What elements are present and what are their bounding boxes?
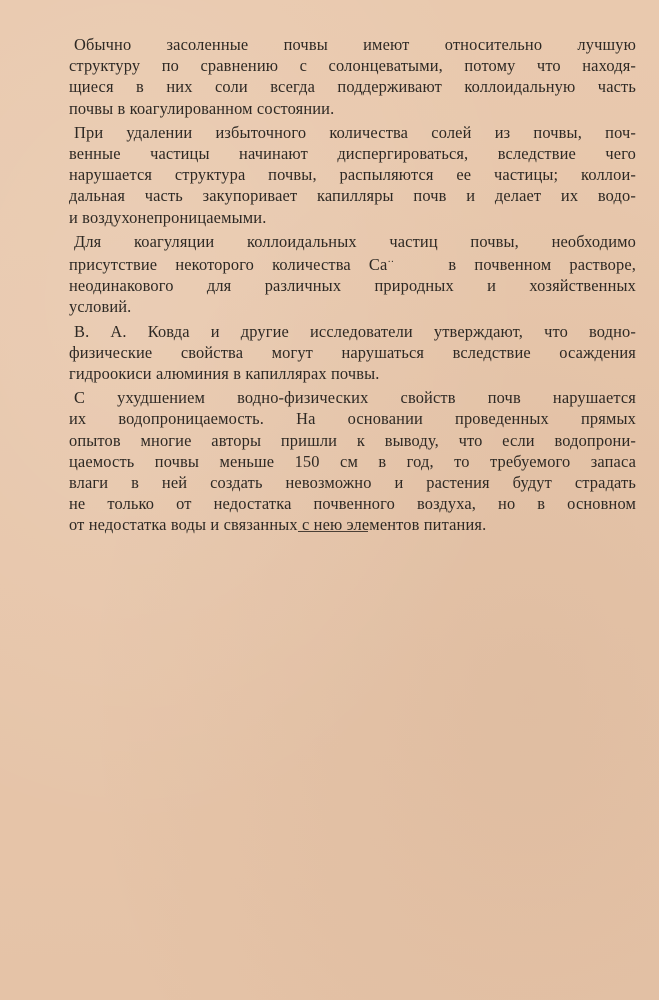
text-line: Для коагуляции коллоидальных частиц почвы, необходимо — [74, 231, 636, 251]
text-line: влаги в ней создать невозможно и растения будут страдать — [69, 473, 636, 493]
text-line: от недостатка воды и связанных с нею элементов питания. — [69, 515, 487, 535]
text-line: нарушается структура почвы, распыляются ее частицы; коллои- — [69, 165, 636, 185]
text-line: цаемость почвы меньше 150 см в год, то требуемого запаса — [69, 451, 636, 471]
text-line: При удалении избыточного количества солей из почвы, поч- — [74, 122, 636, 142]
text-line: физические свойства могут нарушаться вследствие осаждения — [69, 342, 636, 362]
paragraph-5 — [66, 387, 636, 535]
text-line: дальная часть закупоривает капилляры почв и делает их водо- — [69, 186, 636, 206]
text-line: неодинакового для различных природных и хозяйственных — [69, 276, 636, 296]
section-divider — [298, 531, 368, 532]
text-line: и воздухонепроницаемыми. — [69, 207, 267, 227]
paragraph-2 — [66, 122, 636, 228]
text-line: гидроокиси алюминия в капиллярах почвы. — [69, 364, 380, 384]
text-line: не только от недостатка почвенного воздуха, но в основном — [69, 494, 636, 514]
ca-text: присутствие некоторого количества Ca — [69, 255, 388, 275]
text-line-ca — [66, 252, 636, 275]
paragraph-4 — [66, 321, 636, 385]
text-line: В. А. Ковда и другие исследователи утверждают, что водно- — [74, 321, 636, 341]
text-line: Обычно засоленные почвы имеют относительно лучшую — [74, 35, 636, 54]
text-line: структуру по сравнению с солонцеватыми, потому что находя- — [69, 56, 636, 76]
ca-tail-text: в почвенном растворе, — [448, 255, 637, 275]
text-line: их водопроницаемость. На основании проведенных прямых — [69, 409, 636, 429]
text-line: почвы в коагулированном состоянии. — [69, 98, 335, 118]
text-line: венные частицы начинают диспергироваться, вследствие чего — [69, 144, 636, 164]
text-line: опытов многие авторы пришли к выводу, что если водопрони- — [69, 430, 636, 450]
text-line: С ухудшением водно-физических свойств почв нарушается — [74, 388, 636, 408]
paragraph-1 — [66, 34, 636, 119]
text-line: условий. — [69, 297, 132, 317]
paragraph-3 — [66, 231, 636, 318]
body-text — [66, 34, 636, 539]
ca-superscript: ·· — [387, 257, 395, 269]
text-line: щиеся в них соли всегда поддерживают коллоидальную часть — [69, 77, 636, 97]
